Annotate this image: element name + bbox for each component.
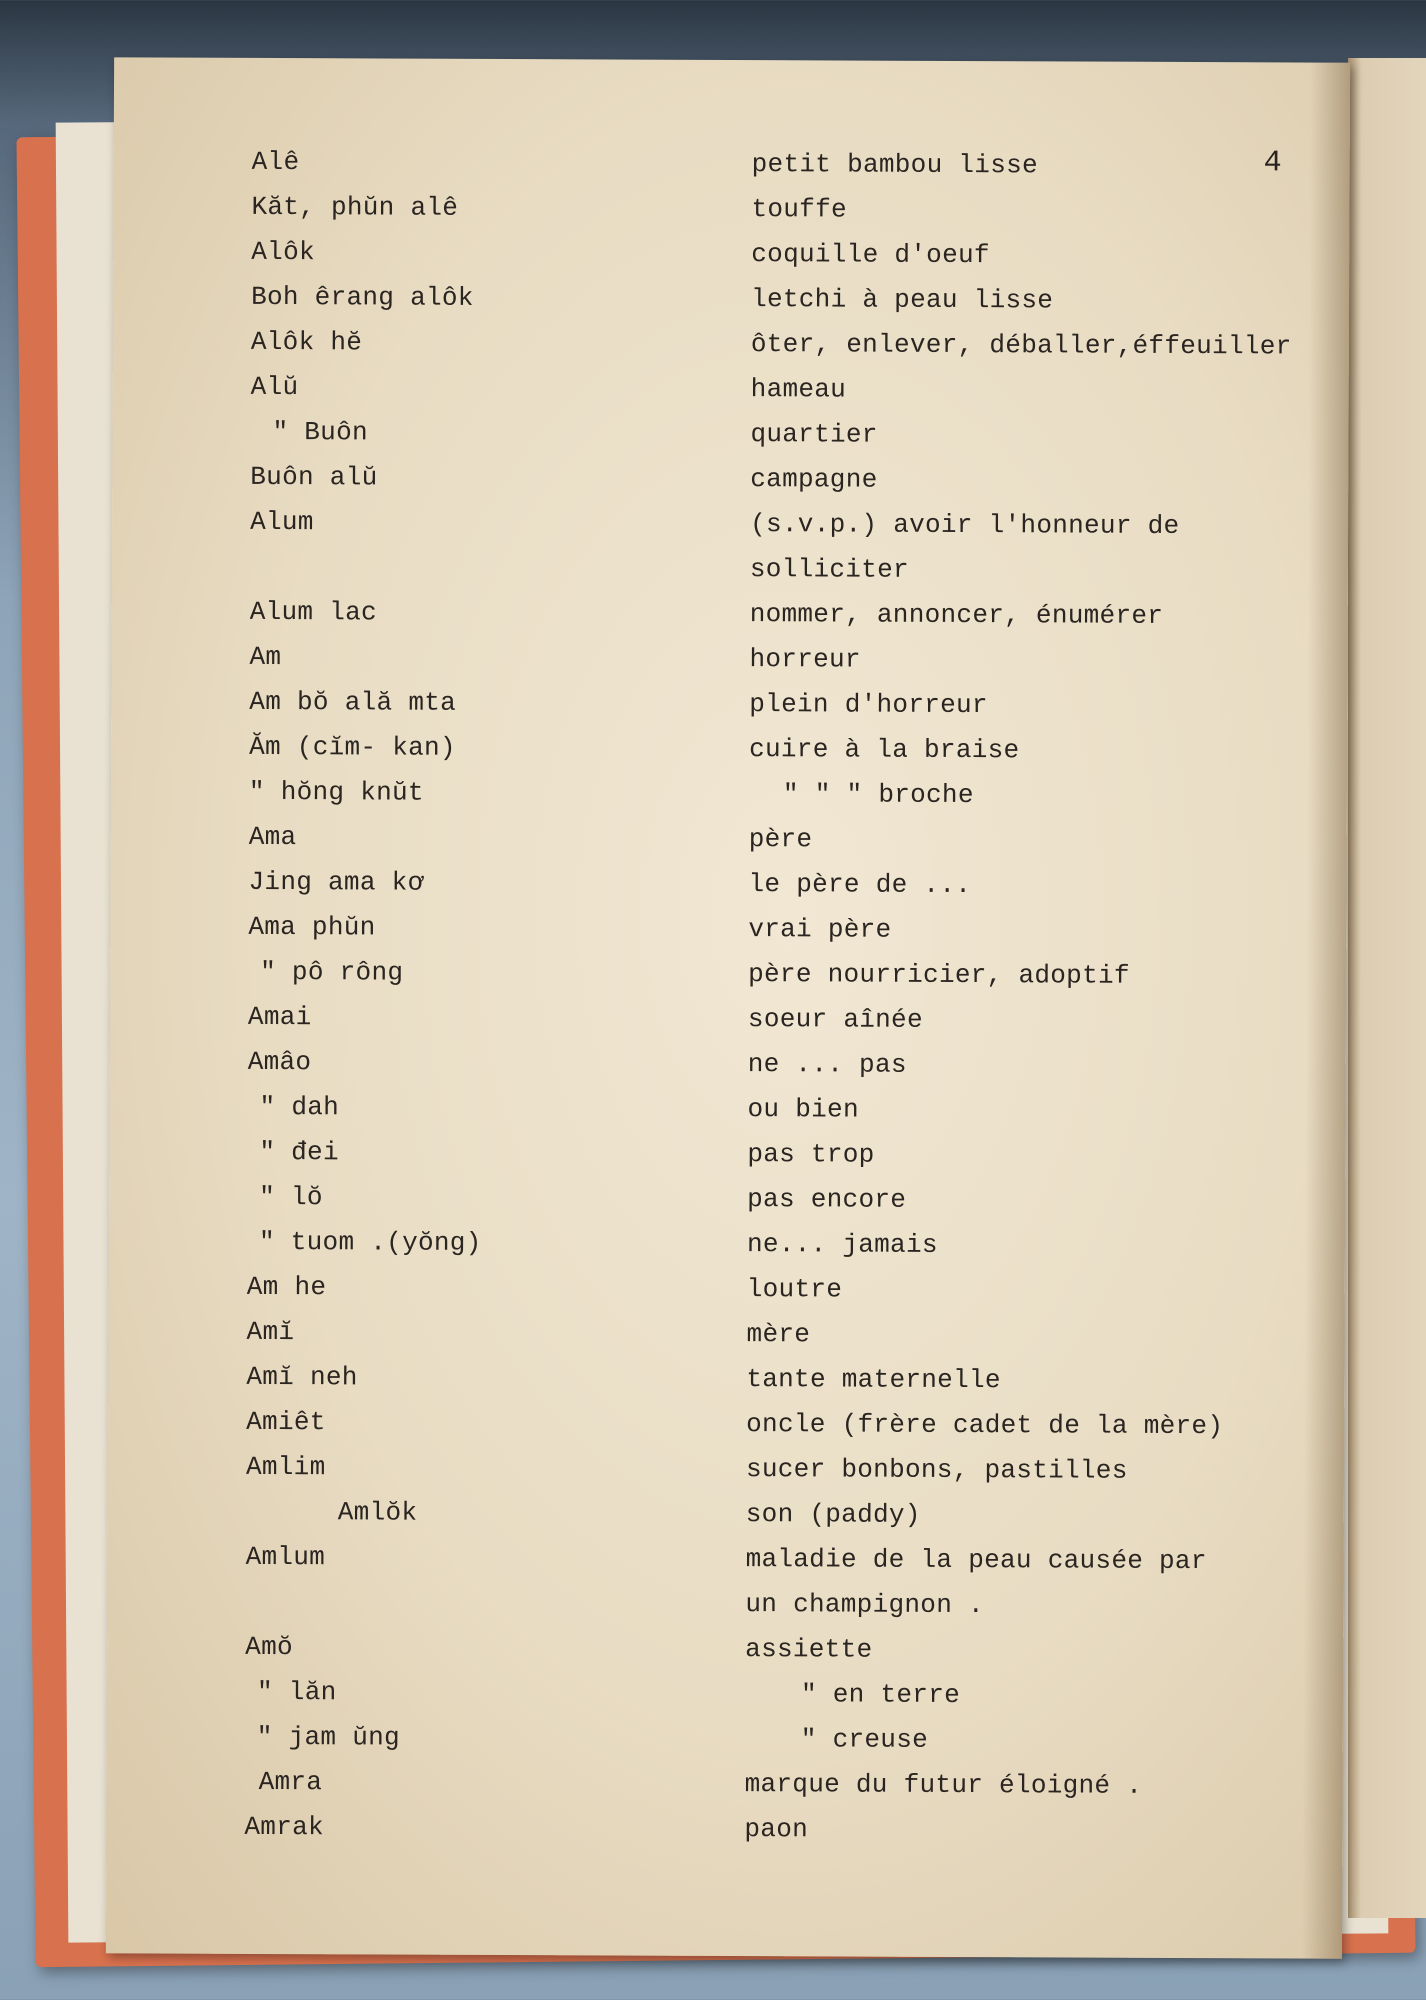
entry-term: Boh êrang alôk [251,281,474,313]
entry-term: Alôk hĕ [250,326,363,358]
list-item [112,544,1342,594]
entry-definition: mère [746,1319,811,1350]
list-item [107,1669,1337,1719]
list-item [107,1714,1337,1764]
list-item [108,1444,1338,1494]
entry-definition: oncle (frère cadet de la mère) [746,1409,1224,1442]
entry-definition: coquille d'oeuf [751,239,990,271]
entry-definition: touffe [751,194,847,225]
list-item [108,1489,1338,1539]
entry-term: " jam ŭng [256,1721,401,1753]
entry-term: " pô rông [260,956,404,988]
page-number: 4 [1263,146,1282,181]
list-item [112,589,1342,639]
entry-definition: " creuse [800,1724,929,1755]
list-item [112,454,1342,504]
list-item [106,1804,1336,1854]
entry-definition: sucer bonbons, pastilles [745,1454,1128,1486]
entry-definition: campagne [750,464,878,495]
entry-definition: hameau [750,374,847,405]
entry-term: " tuom .(yŏng) [258,1226,482,1258]
list-item [109,1264,1339,1314]
list-item [107,1579,1337,1629]
entry-term: Alê [251,146,300,178]
list-item [110,904,1340,954]
list-item [113,364,1343,414]
entry-term: Amâo [247,1046,312,1078]
entry-definition: " " " broche [782,779,974,811]
entry-definition: vrai père [748,914,892,945]
entry-definition: père [748,824,813,855]
entry-definition: plein d'horreur [749,689,988,721]
list-item [107,1759,1337,1809]
list-item [113,274,1343,324]
list-item [108,1309,1338,1359]
entry-definition: ne ... pas [747,1049,907,1080]
entry-term: Jing ama kơ [248,866,424,898]
list-item [111,769,1341,819]
entry-definition: maladie de la peau causée par [745,1544,1207,1577]
entry-term: Alŭ [250,371,299,403]
entry-term: Kăt, phŭn alê [251,191,459,223]
entry-term: Alum lac [249,596,378,628]
entry-term: Ama phŭn [248,911,376,943]
list-item [108,1399,1338,1449]
list-item [107,1624,1337,1674]
list-item [109,1129,1339,1179]
entry-term: Am bŏ ală mta [249,686,457,718]
entry-definition: assiette [745,1634,873,1665]
entry-definition: petit bambou lisse [751,149,1038,181]
entry-definition: pas trop [747,1139,875,1170]
entry-term: " đei [259,1136,339,1168]
dictionary-entries [106,139,1343,1854]
entry-definition: ôter, enlever, déballer,éffeuiller [750,329,1292,362]
entry-definition: quartier [750,419,878,450]
entry-definition: marque du futur éloigné . [744,1769,1143,1801]
entry-term: Amra [258,1766,323,1798]
list-item [110,949,1340,999]
entry-term: Am he [246,1271,327,1303]
list-item [113,229,1343,279]
entry-term: " lăn [256,1676,337,1708]
dictionary-page [106,57,1350,1958]
list-item [111,634,1341,684]
list-item [113,319,1343,369]
entry-term: Amai [247,1001,312,1033]
list-item [109,1174,1339,1224]
list-item [112,499,1342,549]
entry-definition: nommer, annoncer, énumérer [749,599,1164,631]
facing-page-edge [1348,58,1426,1918]
entry-definition: pas encore [747,1184,907,1215]
list-item [111,724,1341,774]
entry-term: Amlŏk [337,1497,418,1528]
list-item [110,1039,1340,1089]
entry-term: Alum [250,506,314,538]
entry-definition: son (paddy) [745,1499,921,1530]
list-item [108,1534,1338,1584]
entry-term: Buôn alŭ [250,461,378,493]
list-item [108,1354,1338,1404]
entry-term: " lŏ [259,1181,323,1213]
entry-term: Amŏ [245,1631,293,1663]
list-item [113,184,1343,234]
entry-definition: un champignon . [745,1589,985,1621]
list-item [110,994,1340,1044]
entry-definition: ne... jamais [746,1229,938,1260]
entry-term: " Buôn [272,417,368,448]
list-item [109,1219,1339,1269]
entry-term: " hŏng knŭt [248,776,424,808]
entry-term: Amlum [245,1541,326,1573]
entry-definition: paon [744,1814,809,1845]
entry-definition: le père de ... [748,869,972,901]
list-item [109,1084,1339,1134]
entry-definition: horreur [749,644,861,675]
entry-term: Am [249,641,282,673]
entry-definition: soeur aînée [747,1004,923,1035]
entry-definition: père nourricier, adoptif [748,959,1130,991]
entry-definition: (s.v.p.) avoir l'honneur de [750,509,1180,541]
list-item [111,679,1341,729]
entry-term: Amlim [245,1451,326,1483]
entry-definition: cuire à la braise [749,734,1020,766]
entry-term: " dah [259,1091,340,1123]
list-item [110,859,1340,909]
list-item [112,409,1342,459]
list-item [114,139,1344,189]
entry-definition: loutre [746,1274,843,1305]
entry-definition: " en terre [800,1679,961,1711]
entry-definition: solliciter [749,554,910,585]
entry-definition: letchi à peau lisse [751,284,1054,316]
entry-term: Amĭ [246,1316,295,1348]
entry-term: Ama [248,821,297,853]
entry-term: Ăm (cĭm- kan) [249,731,456,763]
entry-term: Alôk [251,236,315,268]
entry-term: Amiêt [246,1406,326,1438]
entry-term: Amrak [244,1811,325,1843]
entry-term: Amĭ neh [246,1361,358,1393]
entry-definition: ou bien [747,1094,859,1125]
entry-definition: tante maternelle [746,1364,1001,1396]
list-item [111,814,1341,864]
